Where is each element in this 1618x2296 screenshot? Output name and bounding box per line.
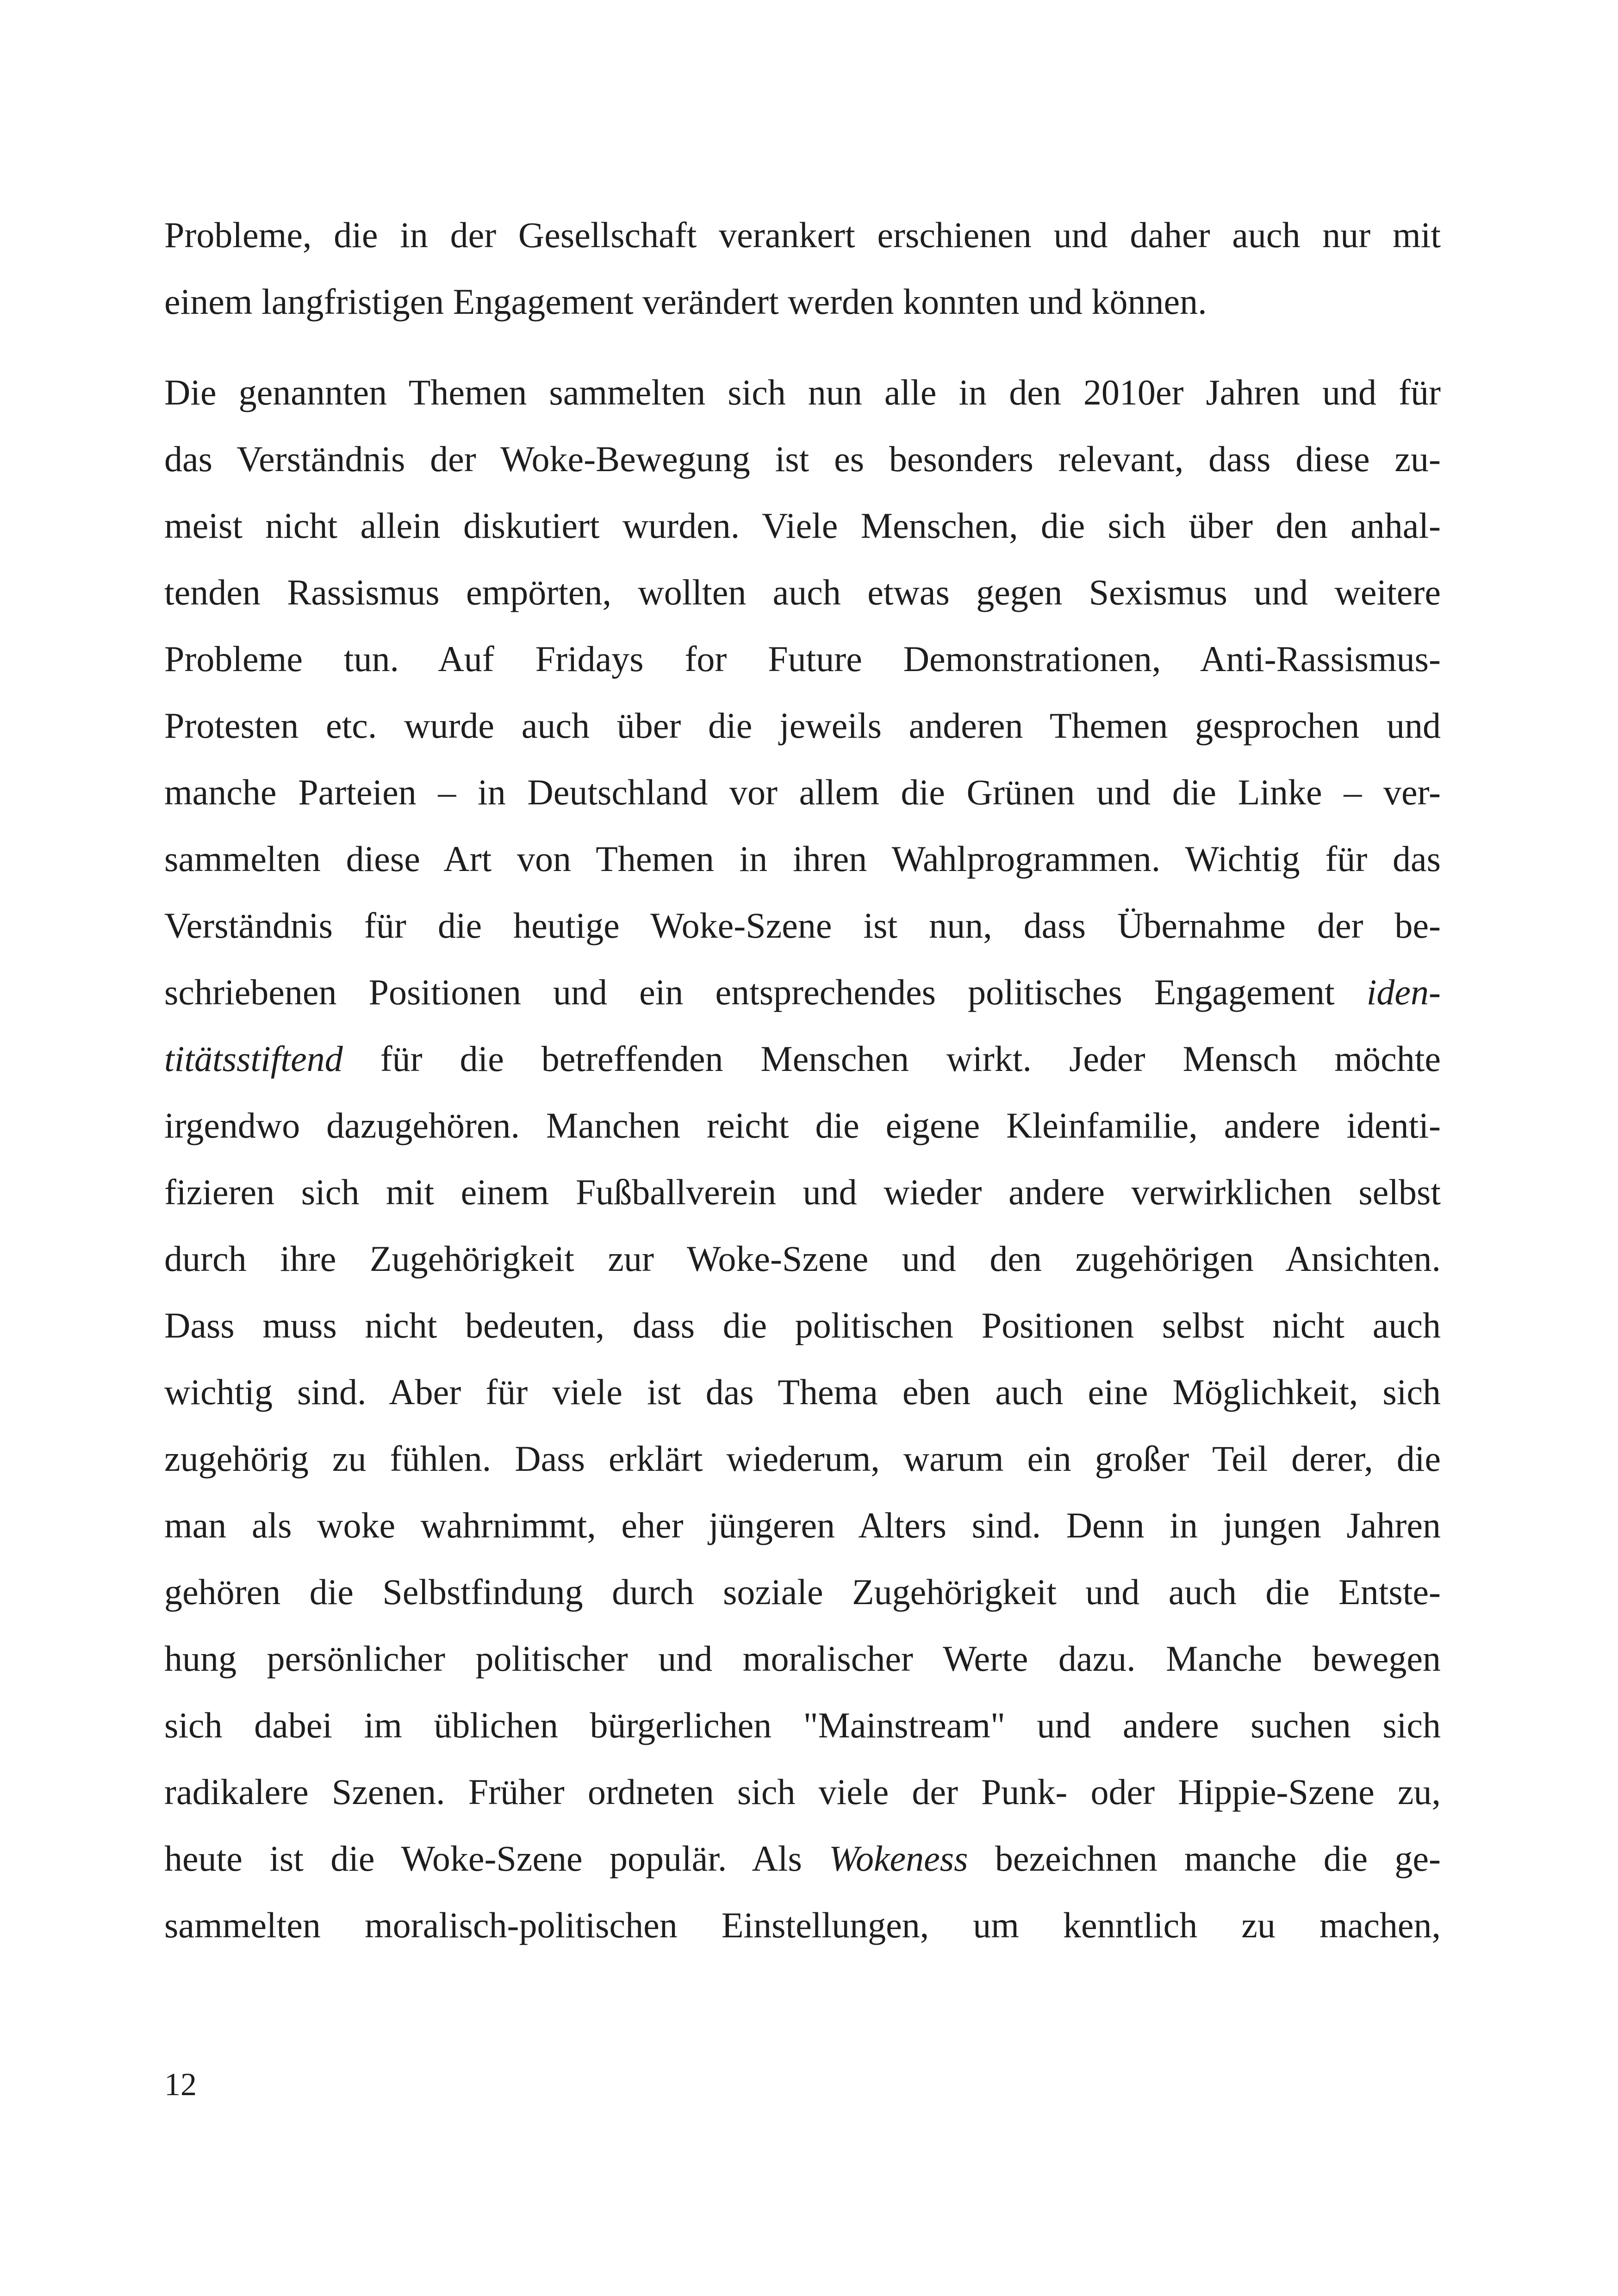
text-line: hung persönlicher politischer und moralischer Werte dazu. Manche bewegen (164, 1638, 1441, 1679)
text-line: irgendwo dazugehören. Manchen reicht die eigene Kleinfamilie, andere identi- (164, 1105, 1441, 1145)
text-line: meist nicht allein diskutiert wurden. Viele Menschen, die sich über den anhal- (164, 505, 1441, 546)
text-line: radikalere Szenen. Früher ordneten sich viele der Punk- oder Hippie-Szene zu, (164, 1772, 1441, 1812)
text-line: tenden Rassismus empörten, wollten auch etwas gegen Sexismus und weitere (164, 572, 1441, 612)
text-line: Protesten etc. wurde auch über die jeweils anderen Themen gesprochen und (164, 705, 1441, 746)
text-line: Verständnis für die heutige Woke-Szene ist nun, dass Übernahme der be- (164, 905, 1441, 946)
text-line: sich dabei im üblichen bürgerlichen "Mainstream" und andere suchen sich (164, 1705, 1441, 1745)
text-line: gehören die Selbstfindung durch soziale Zugehörigkeit und auch die Entste- (164, 1572, 1441, 1612)
italic-term: Wokeness (829, 1838, 968, 1879)
text-line: Probleme tun. Auf Fridays for Future Demonstrationen, Anti-Rassismus- (164, 639, 1441, 679)
paragraph-1 (164, 202, 1441, 335)
text-line: zugehörig zu fühlen. Dass erklärt wiederum, warum ein großer Teil derer, die (164, 1438, 1441, 1479)
paragraph-2 (164, 359, 1441, 1959)
text-line: wichtig sind. Aber für viele ist das Thema eben auch eine Möglichkeit, sich (164, 1372, 1441, 1412)
text-line: Die genannten Themen sammelten sich nun alle in den 2010er Jahren und für (164, 372, 1441, 412)
text-line: sammelten moralisch-politischen Einstellungen, um kenntlich zu machen, (164, 1905, 1441, 1945)
text-line: Dass muss nicht bedeuten, dass die politischen Positionen selbst nicht auch (164, 1305, 1441, 1345)
text-line: heute ist die Woke-Szene populär. Als Wokeness bezeichnen manche die ge- (164, 1838, 1441, 1879)
text-line: einem langfristigen Engagement verändert werden konnten und können. (164, 281, 1207, 322)
page-number: 12 (164, 2067, 197, 2103)
text-line: fizieren sich mit einem Fußballverein und wieder andere verwirklichen selbst (164, 1172, 1441, 1212)
text-line: titätsstiftend für die betreffenden Menschen wirkt. Jeder Mensch möchte (164, 1039, 1441, 1079)
text-line: sammelten diese Art von Themen in ihren Wahlprogrammen. Wichtig für das (164, 839, 1441, 879)
text-line: durch ihre Zugehörigkeit zur Woke-Szene und den zugehörigen Ansichten. (164, 1238, 1441, 1279)
text-line: manche Parteien – in Deutschland vor allem die Grünen und die Linke – ver- (164, 772, 1441, 812)
text-line: das Verständnis der Woke-Bewegung ist es besonders relevant, dass diese zu- (164, 439, 1441, 479)
text-line: schriebenen Positionen und ein entsprechendes politisches Engagement iden- (164, 972, 1441, 1012)
italic-term: titätsstiftend (164, 1039, 343, 1079)
text-line: man als woke wahrnimmt, eher jüngeren Alters sind. Denn in jungen Jahren (164, 1505, 1441, 1545)
text-line: Probleme, die in der Gesellschaft verankert erschienen und daher auch nur mit (164, 215, 1441, 255)
italic-term: iden- (1366, 972, 1441, 1012)
